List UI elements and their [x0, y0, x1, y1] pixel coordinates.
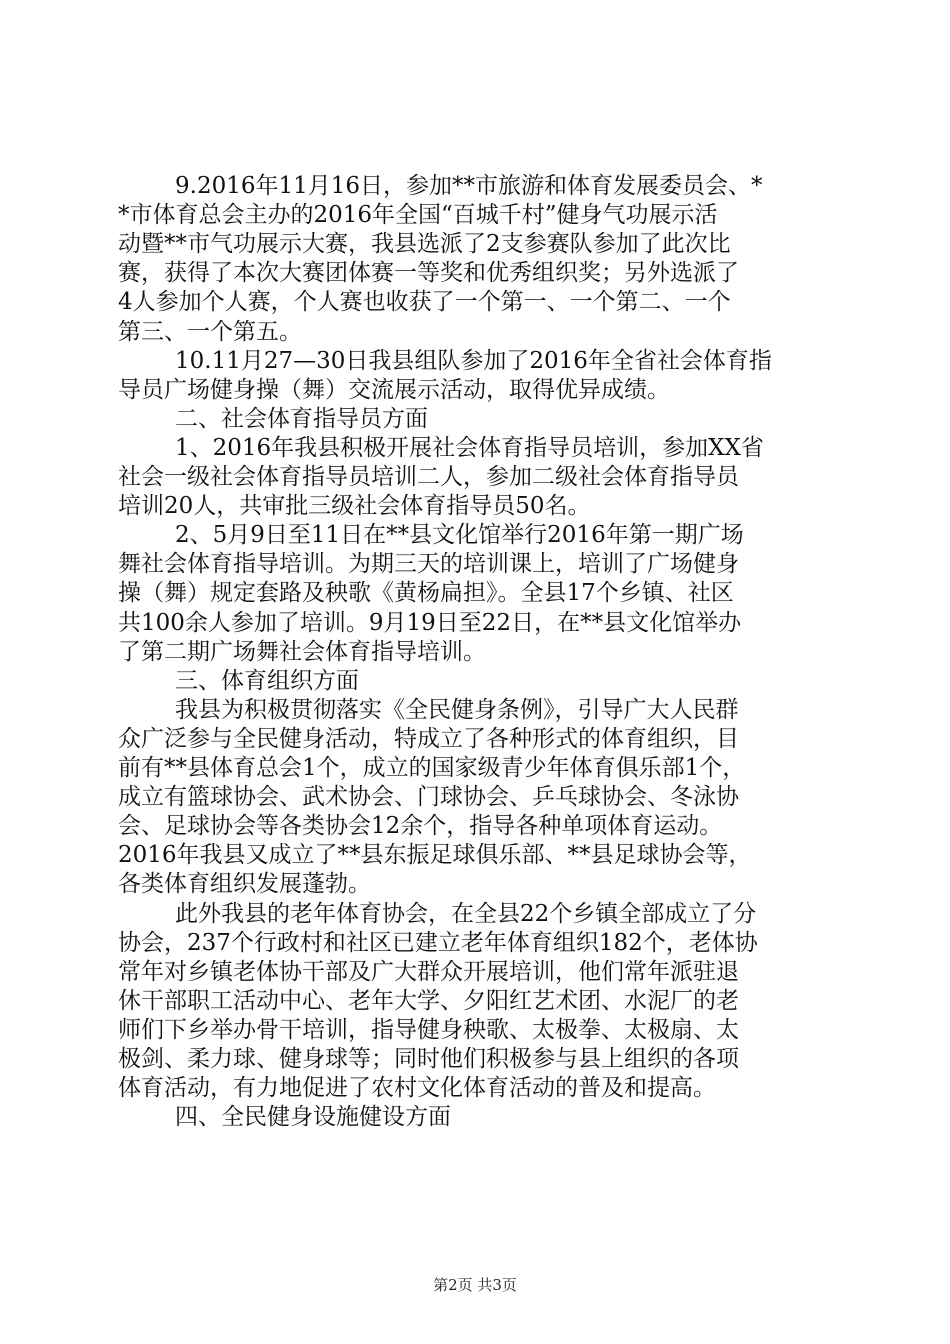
paragraph-line: 导员广场健身操（舞）交流展示活动，取得优异成绩。 [118, 376, 670, 403]
paragraph-line: 社会一级社会体育指导员培训二人，参加二级社会体育指导员 [118, 464, 739, 490]
page-number-footer: 第2页 共3页 [433, 1276, 517, 1294]
paragraph-line: 会、足球协会等各类协会12余个，指导各种单项体育运动。 [118, 813, 723, 840]
paragraph-line: 休干部职工活动中心、老年大学、夕阳红艺术团、水泥厂的老 [118, 987, 739, 1014]
paragraph-line: 培训20人，共审批三级社会体育指导员50名。 [118, 493, 591, 520]
paragraph-line: 师们下乡举办骨干培训，指导健身秧歌、太极拳、太极扇、太 [118, 1016, 739, 1043]
paragraph-line: 2016年我县又成立了**县东振足球俱乐部、**县足球协会等， [118, 842, 752, 869]
paragraph-line: 9.2016年11月16日，参加**市旅游和体育发展委员会、* [175, 173, 763, 199]
paragraph-line: *市体育总会主办的2016年全国“百城千村”健身气功展示活 [118, 202, 718, 229]
paragraph-line: 成立有篮球协会、武术协会、门球协会、乒乓球协会、冬泳协 [118, 784, 739, 811]
paragraph-line: 常年对乡镇老体协干部及广大群众开展培训，他们常年派驻退 [118, 958, 739, 985]
paragraph-line: 2、5月9日至11日在**县文化馆举行2016年第一期广场 [175, 522, 744, 549]
paragraph-line: 10.11月27—30日我县组队参加了2016年全省社会体育指 [175, 347, 772, 374]
paragraph-line: 各类体育组织发展蓬勃。 [118, 871, 371, 898]
paragraph-line: 众广泛参与全民健身活动，特成立了各种形式的体育组织，目 [118, 725, 739, 752]
paragraph-line: 协会，237个行政村和社区已建立老年体育组织182个，老体协 [118, 929, 758, 956]
paragraph-line: 1、2016年我县积极开展社会体育指导员培训，参加XX省 [175, 434, 764, 461]
paragraph-line: 我县为积极贯彻落实《全民健身条例》，引导广大人民群 [175, 696, 739, 723]
paragraph-line: 4人参加个人赛，个人赛也收获了一个第一、一个第二、一个 [118, 289, 731, 316]
paragraph-line: 极剑、柔力球、健身球等；同时他们积极参与县上组织的各项 [118, 1046, 739, 1072]
paragraph-line: 此外我县的老年体育协会，在全县22个乡镇全部成立了分 [175, 900, 757, 927]
section-heading: 二、社会体育指导员方面 [175, 405, 428, 432]
paragraph-line: 了第二期广场舞社会体育指导培训。 [118, 638, 486, 665]
paragraph-line: 赛，获得了本次大赛团体赛一等奖和优秀组织奖；另外选派了 [118, 260, 739, 287]
paragraph-line: 操（舞）规定套路及秧歌《黄杨扁担》。全县17个乡镇、社区 [118, 580, 734, 607]
paragraph-line: 体育活动，有力地促进了农村文化体育活动的普及和提高。 [118, 1075, 716, 1102]
paragraph-line: 动暨**市气功展示大赛，我县选派了2支参赛队参加了此次比 [118, 231, 731, 258]
paragraph-line: 第三、一个第五。 [118, 318, 302, 345]
paragraph-line: 共100余人参加了培训。9月19日至22日，在**县文化馆举办 [118, 609, 742, 636]
section-heading: 三、体育组织方面 [175, 667, 359, 694]
section-heading: 四、全民健身设施健设方面 [175, 1104, 451, 1131]
paragraph-line: 前有**县体育总会1个，成立的国家级青少年体育俱乐部1个， [118, 755, 746, 781]
paragraph-line: 舞社会体育指导培训。为期三天的培训课上，培训了广场健身 [118, 551, 739, 578]
